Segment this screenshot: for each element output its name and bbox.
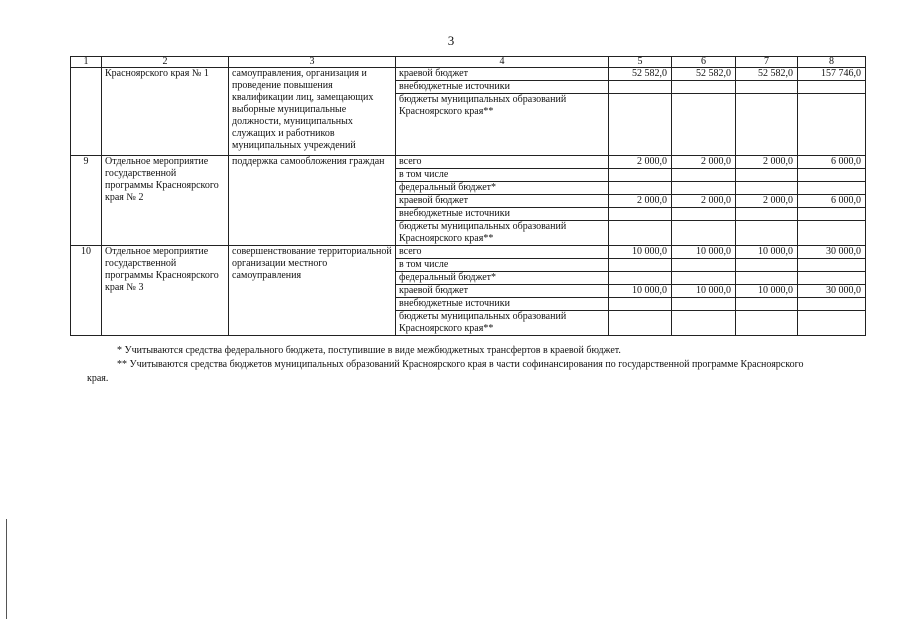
amount-cell: 2 000,0 xyxy=(609,195,672,208)
amount-cell: 30 000,0 xyxy=(798,246,866,259)
amount-cell xyxy=(798,272,866,285)
amount-cell xyxy=(672,208,736,221)
row-number-cell: 9 xyxy=(71,156,102,246)
amount-cell xyxy=(609,298,672,311)
amount-cell xyxy=(609,182,672,195)
amount-cell xyxy=(798,81,866,94)
funding-source-cell: бюджеты муниципальных образований Красноярского края** xyxy=(396,221,609,246)
row-number-cell: 10 xyxy=(71,246,102,336)
amount-cell: 2 000,0 xyxy=(672,195,736,208)
funding-source-cell: федеральный бюджет* xyxy=(396,272,609,285)
amount-cell: 10 000,0 xyxy=(609,246,672,259)
amount-cell xyxy=(798,259,866,272)
amount-cell: 30 000,0 xyxy=(798,285,866,298)
header-cell: 3 xyxy=(229,57,396,68)
amount-cell xyxy=(798,94,866,156)
funding-source-cell: всего xyxy=(396,246,609,259)
amount-cell xyxy=(672,81,736,94)
funding-source-cell: внебюджетные источники xyxy=(396,81,609,94)
scan-margin-line xyxy=(6,519,7,619)
funding-source-cell: краевой бюджет xyxy=(396,285,609,298)
amount-cell: 10 000,0 xyxy=(609,285,672,298)
amount-cell xyxy=(609,311,672,336)
amount-cell: 10 000,0 xyxy=(672,285,736,298)
amount-cell xyxy=(672,298,736,311)
funding-source-cell: в том числе xyxy=(396,259,609,272)
measure-description-cell: совершенствование территориальной организации местного самоуправления xyxy=(229,246,396,336)
funding-source-cell: федеральный бюджет* xyxy=(396,182,609,195)
funding-source-cell: бюджеты муниципальных образований Красноярского края** xyxy=(396,311,609,336)
amount-cell xyxy=(798,298,866,311)
amount-cell xyxy=(736,259,798,272)
amount-cell: 6 000,0 xyxy=(798,156,866,169)
amount-cell xyxy=(736,169,798,182)
measure-name-cell: Отдельное мероприятие государственной программы Красноярского края № 2 xyxy=(102,156,229,246)
amount-cell xyxy=(609,259,672,272)
header-cell: 2 xyxy=(102,57,229,68)
amount-cell: 10 000,0 xyxy=(736,246,798,259)
amount-cell: 52 582,0 xyxy=(736,68,798,81)
table-row xyxy=(71,68,866,81)
header-cell: 1 xyxy=(71,57,102,68)
amount-cell: 2 000,0 xyxy=(736,195,798,208)
table-row xyxy=(71,246,866,259)
header-cell: 5 xyxy=(609,57,672,68)
amount-cell xyxy=(798,221,866,246)
amount-cell: 2 000,0 xyxy=(609,156,672,169)
amount-cell xyxy=(798,182,866,195)
amount-cell xyxy=(736,81,798,94)
amount-cell: 52 582,0 xyxy=(672,68,736,81)
footnote-municipal-continuation: края. xyxy=(87,373,109,384)
amount-cell: 6 000,0 xyxy=(798,195,866,208)
header-cell: 7 xyxy=(736,57,798,68)
amount-cell xyxy=(609,94,672,156)
amount-cell xyxy=(672,311,736,336)
amount-cell xyxy=(798,208,866,221)
header-cell: 4 xyxy=(396,57,609,68)
amount-cell: 10 000,0 xyxy=(672,246,736,259)
amount-cell xyxy=(672,259,736,272)
funding-source-cell: краевой бюджет xyxy=(396,195,609,208)
header-cell: 8 xyxy=(798,57,866,68)
amount-cell xyxy=(609,169,672,182)
amount-cell xyxy=(609,208,672,221)
funding-source-cell: краевой бюджет xyxy=(396,68,609,81)
amount-cell xyxy=(672,272,736,285)
table-row xyxy=(71,156,866,169)
amount-cell xyxy=(672,169,736,182)
amount-cell xyxy=(609,221,672,246)
amount-cell xyxy=(609,81,672,94)
footnote-municipal: ** Учитываются средства бюджетов муниципальных образований Красноярского края в части софинансирования по государственной программе Красноярского xyxy=(117,359,804,370)
amount-cell xyxy=(736,182,798,195)
header-cell: 6 xyxy=(672,57,736,68)
budget-table xyxy=(70,56,866,336)
page-number: 3 xyxy=(447,33,455,48)
amount-cell: 52 582,0 xyxy=(609,68,672,81)
footnote-federal: * Учитываются средства федерального бюджета, поступившие в виде межбюджетных трансфертов в краевой бюджет. xyxy=(117,345,621,356)
amount-cell: 157 746,0 xyxy=(798,68,866,81)
amount-cell xyxy=(672,221,736,246)
amount-cell xyxy=(736,208,798,221)
amount-cell xyxy=(736,94,798,156)
amount-cell xyxy=(736,298,798,311)
measure-name-cell: Красноярского края № 1 xyxy=(102,68,229,156)
amount-cell xyxy=(736,311,798,336)
funding-source-cell: всего xyxy=(396,156,609,169)
row-number-cell xyxy=(71,68,102,156)
funding-source-cell: внебюджетные источники xyxy=(396,208,609,221)
amount-cell xyxy=(672,94,736,156)
amount-cell xyxy=(672,182,736,195)
funding-source-cell: в том числе xyxy=(396,169,609,182)
header-row xyxy=(71,57,866,68)
amount-cell xyxy=(798,169,866,182)
amount-cell: 2 000,0 xyxy=(672,156,736,169)
measure-name-cell: Отдельное мероприятие государственной программы Красноярского края № 3 xyxy=(102,246,229,336)
measure-description-cell: поддержка самообложения граждан xyxy=(229,156,396,246)
measure-description-cell: самоуправления, организация и проведение повышения квалификации лиц, замещающих выборные муниципальные должности, муниципальных служащих и работников муниципальных учреждений xyxy=(229,68,396,156)
amount-cell xyxy=(736,272,798,285)
amount-cell xyxy=(736,221,798,246)
amount-cell xyxy=(609,272,672,285)
amount-cell xyxy=(798,311,866,336)
amount-cell: 2 000,0 xyxy=(736,156,798,169)
funding-source-cell: бюджеты муниципальных образований Красноярского края** xyxy=(396,94,609,156)
amount-cell: 10 000,0 xyxy=(736,285,798,298)
funding-source-cell: внебюджетные источники xyxy=(396,298,609,311)
